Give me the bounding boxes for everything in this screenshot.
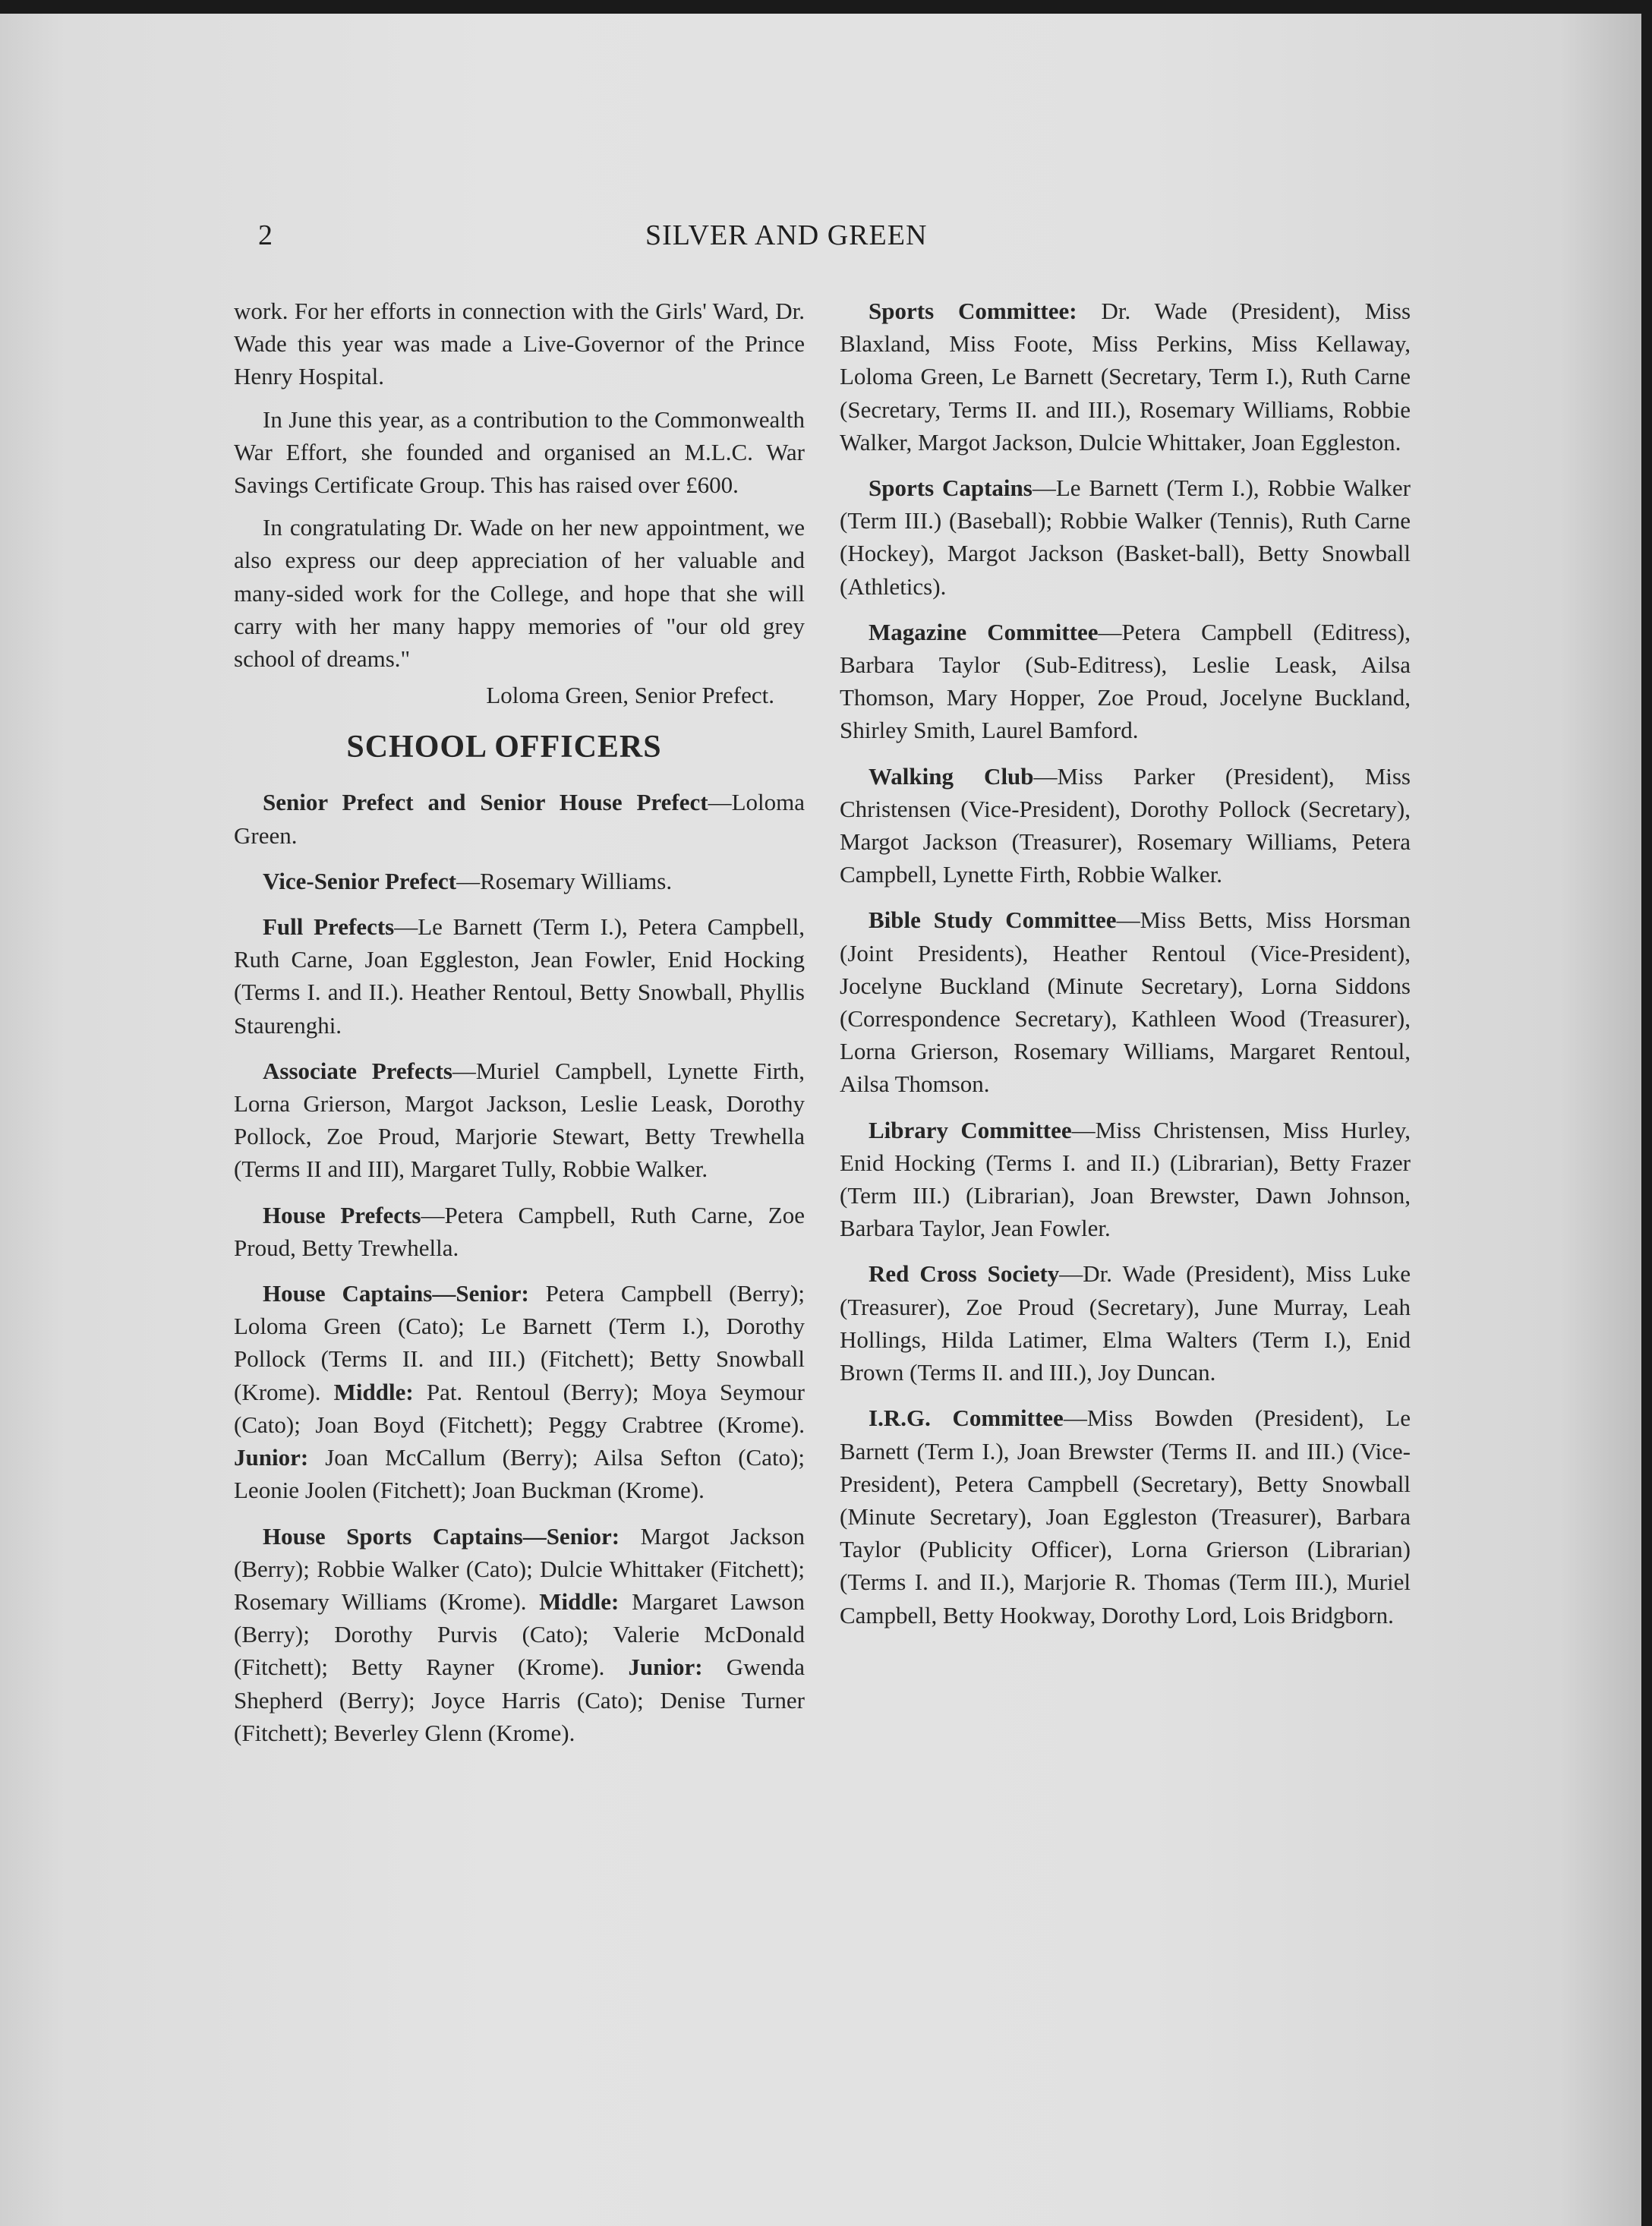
entry-title: Red Cross Society (869, 1260, 1060, 1288)
junior-label: Junior: (234, 1444, 309, 1471)
entry-title: Walking Club (869, 762, 1034, 790)
house-captains-entry (234, 1277, 805, 1506)
committee-entry (840, 471, 1411, 603)
page (0, 14, 1641, 2226)
intro-paragraph: work. For her efforts in connection with the Girls' Ward, Dr. Wade this year was made a Live-Governor of the Prince Henry Hospital. (234, 298, 805, 390)
officer-entry (234, 786, 805, 851)
left-column (234, 295, 805, 1762)
committee-entry (840, 1401, 1411, 1631)
entry-text: —Petera Campbell, Ruth Carne, Zoe Proud, Betty Trewhella. (234, 1201, 805, 1261)
officer-entry (234, 910, 805, 1042)
signature: Loloma Green, Senior Prefect. (486, 682, 774, 709)
entry-title: Sports Captains (869, 475, 1032, 502)
committee-entry (840, 1257, 1411, 1389)
entry-text: Gwenda Shepherd (Berry); Joyce Harris (Cato); Denise Turner (Fitchett); Beverley Glenn (Krome). (234, 1654, 805, 1746)
committee-entry (840, 616, 1411, 747)
entry-text: —Miss Bowden (President), Le Barnett (Term I.), Joan Brewster (Terms II. and III.) (Vice-President), Petera Campbell (Secretary), Betty Snowball (Minute Secretary), Joan Eggleston (Treasurer), Barbara Taylor (Publicity Officer), Lorna Grierson (Librarian) (Terms I. and II.), Marjorie R. Thomas (Term III.), Muriel Campbell, Betty Hookway, Dorothy Lord, Lois Bridgborn. (840, 1405, 1411, 1629)
officer-entry (234, 1199, 805, 1264)
middle-label: Middle: (333, 1378, 414, 1405)
committee-entry (840, 295, 1411, 459)
entry-title: Library Committee (869, 1116, 1072, 1143)
entry-title: House Sports Captains—Senior: (263, 1522, 620, 1550)
entry-text: —Miss Parker (President), Miss Christensen (Vice-President), Dorothy Pollock (Secretary), Margot Jackson (Treasurer), Rosemary Williams, Petera Campbell, Lynette Firth, Robbie Walker. (840, 762, 1411, 888)
middle-label: Middle: (539, 1588, 620, 1615)
entry-title: House Captains—Senior: (263, 1280, 529, 1307)
intro-paragraph: In congratulating Dr. Wade on her new appointment, we also express our deep appreciation of her valuable and many-sided work for the College, and hope that she will carry with her many happy memories of "our old grey school of dreams." (234, 514, 805, 673)
running-title: SILVER AND GREEN (645, 219, 928, 251)
entry-title: Full Prefects (263, 913, 395, 941)
officer-entry (234, 1055, 805, 1186)
entry-title: Associate Prefects (263, 1057, 452, 1084)
committee-entry (840, 1114, 1411, 1245)
entry-text: —Le Barnett (Term I.), Petera Campbell, Ruth Carne, Joan Eggleston, Jean Fowler, Enid Hocking (Terms I. and II.). Heather Rentoul, Betty Snowball, Phyllis Staurenghi. (234, 913, 805, 1039)
intro-paragraph: In June this year, as a contribution to the Commonwealth War Effort, she founded and organised an M.L.C. War Savings Certificate Group. This has raised over £600. (234, 405, 805, 499)
officer-entry (234, 865, 805, 897)
section-heading: SCHOOL OFFICERS (346, 730, 662, 765)
entry-text: —Rosemary Williams. (456, 867, 673, 894)
junior-label: Junior: (628, 1654, 703, 1681)
entry-text: Pat. Rentoul (Berry); Moya Seymour (Cato); Joan Boyd (Fitchett); Peggy Crabtree (Krome). (234, 1378, 805, 1438)
entry-title: Senior Prefect and Senior House Prefect (263, 789, 708, 816)
entry-text: —Le Barnett (Term I.), Robbie Walker (Term III.) (Baseball); Robbie Walker (Tennis), Ruth Carne (Hockey), Margot Jackson (Basket-ball), Betty Snowball (Athletics). (840, 475, 1411, 600)
entry-title: House Prefects (263, 1201, 421, 1228)
entry-text: —Miss Christensen, Miss Hurley, Enid Hocking (Terms I. and II.) (Librarian), Betty Frazer (Term III.) (Librarian), Joan Brewster, Dawn Johnson, Barbara Taylor, Jean Fowler. (840, 1116, 1411, 1242)
entry-text: —Miss Betts, Miss Horsman (Joint Presidents), Heather Rentoul (Vice-President), Jocelyne Buckland (Minute Secretary), Lorna Siddons (Correspondence Secretary), Kathleen Wood (Treasurer), Lorna Grierson, Rosemary Williams, Margaret Rentoul, Ailsa Thomson. (840, 906, 1411, 1098)
entry-text: —Petera Campbell (Editress), Barbara Taylor (Sub-Editress), Leslie Leask, Ailsa Thomson, Mary Hopper, Zoe Proud, Jocelyne Buckland, Shirley Smith, Laurel Bamford. (840, 618, 1411, 744)
entry-text: Margot Jackson (Berry); Robbie Walker (Cato); Dulcie Whittaker (Fitchett); Rosemary Williams (Krome). (234, 1522, 805, 1615)
entry-text: Joan McCallum (Berry); Ailsa Sefton (Cato); Leonie Joolen (Fitchett); Joan Buckman (Krome). (234, 1444, 805, 1504)
entry-title: I.R.G. Committee (869, 1405, 1064, 1432)
entry-text: Petera Campbell (Berry); Loloma Green (Cato); Le Barnett (Term I.), Dorothy Pollock (Terms II. and III.) (Fitchett); Betty Snowball (Krome). (234, 1280, 805, 1405)
entry-text: —Dr. Wade (President), Miss Luke (Treasurer), Zoe Proud (Secretary), June Murray, Leah Hollings, Hilda Latimer, Elma Walters (Term I.), Enid Brown (Terms II. and III.), Joy Duncan. (840, 1260, 1411, 1386)
entry-text: —Loloma Green. (234, 789, 805, 849)
committee-entry (840, 903, 1411, 1100)
page-number: 2 (258, 219, 273, 251)
entry-text: Dr. Wade (President), Miss Blaxland, Miss Foote, Miss Perkins, Miss Kellaway, Loloma Green, Le Barnett (Secretary, Term I.), Ruth Carne (Secretary, Terms II. and III.), Rosemary Williams, Robbie Walker, Margot Jackson, Dulcie Whittaker, Joan Eggleston. (840, 298, 1411, 456)
house-sports-captains-entry (234, 1520, 805, 1749)
entry-title: Sports Committee: (869, 298, 1077, 324)
entry-title: Magazine Committee (869, 618, 1099, 645)
entry-text: —Muriel Campbell, Lynette Firth, Lorna Grierson, Margot Jackson, Leslie Leask, Dorothy Pollock, Zoe Proud, Marjorie Stewart, Betty Trewhella (Terms II and III), Margaret Tully, Robbie Walker. (234, 1057, 805, 1183)
entry-title: Bible Study Committee (869, 906, 1117, 934)
entry-text: Margaret Lawson (Berry); Dorothy Purvis (Cato); Valerie McDonald (Fitchett); Betty Rayner (Krome). (234, 1588, 806, 1681)
right-column (840, 295, 1411, 1644)
committee-entry (840, 760, 1411, 891)
entry-title: Vice-Senior Prefect (263, 867, 457, 894)
